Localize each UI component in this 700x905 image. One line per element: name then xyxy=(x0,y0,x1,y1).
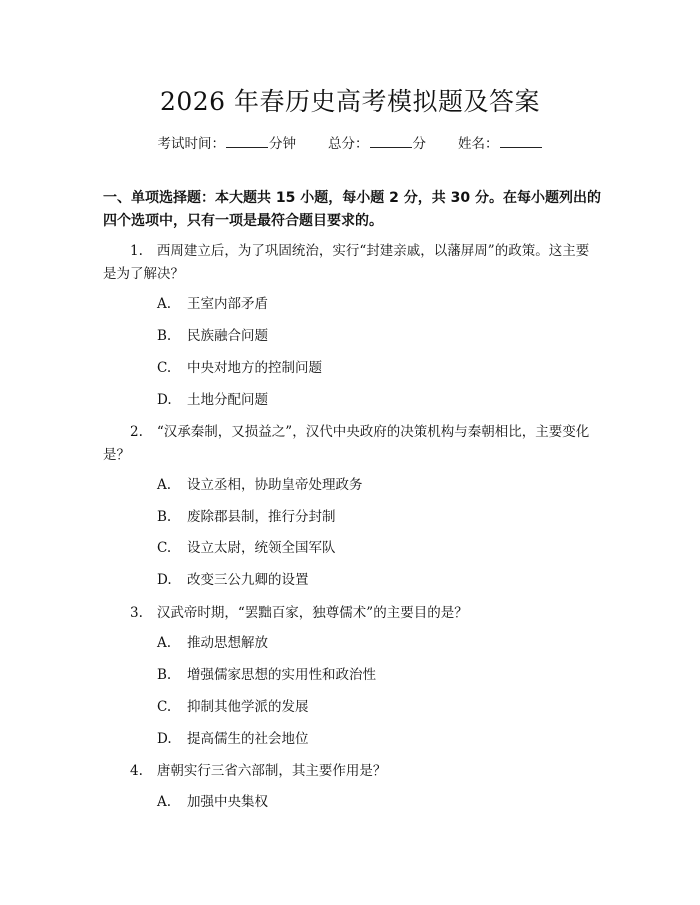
option-text: 提高儒生的社会地位 xyxy=(187,731,309,747)
option-text: 中央对地方的控制问题 xyxy=(187,360,322,376)
option-1c xyxy=(157,358,322,378)
option-2c xyxy=(157,538,336,558)
section-heading: 一、单项选择题：本大题共 15 小题，每小题 2 分，共 30 分。在每小题列出的四个选项中，只有一项是最符合题目要求的。 xyxy=(103,190,601,229)
exam-info-row xyxy=(0,132,700,152)
question-text: “汉承秦制，又损益之”，汉代中央政府的决策机构与秦朝相比，主要变化是？ xyxy=(103,424,590,463)
option-2b xyxy=(157,507,336,527)
option-letter: B. xyxy=(157,328,172,344)
option-2a xyxy=(157,475,363,495)
question-number: 2. xyxy=(130,424,143,440)
option-letter: D. xyxy=(157,731,172,747)
option-4a xyxy=(157,792,268,812)
total-score-blank xyxy=(370,135,412,148)
option-text: 推动思想解放 xyxy=(187,635,268,651)
exam-time-unit: 分钟 xyxy=(269,136,296,152)
name-field xyxy=(458,132,543,152)
option-1b xyxy=(157,326,268,346)
option-text: 增强儒家思想的实用性和政治性 xyxy=(187,667,376,683)
question-text: 唐朝实行三省六部制，其主要作用是？ xyxy=(156,763,387,779)
question-1 xyxy=(103,240,601,286)
question-text: 汉武帝时期，“罢黜百家，独尊儒术”的主要目的是？ xyxy=(156,605,468,621)
question-number: 1. xyxy=(130,243,143,259)
question-number: 3. xyxy=(130,605,143,621)
option-1d xyxy=(157,390,268,410)
question-3 xyxy=(103,602,601,625)
option-3a xyxy=(157,633,268,653)
option-text: 设立丞相，协助皇帝处理政务 xyxy=(187,477,363,493)
name-label: 姓名： xyxy=(458,136,499,152)
option-3c xyxy=(157,697,309,717)
total-score-field xyxy=(328,132,426,152)
name-blank xyxy=(500,135,542,148)
option-text: 废除郡县制，推行分封制 xyxy=(187,509,336,525)
option-letter: A. xyxy=(157,296,172,312)
option-text: 改变三公九卿的设置 xyxy=(187,572,309,588)
option-text: 加强中央集权 xyxy=(187,794,268,810)
question-2 xyxy=(103,421,601,467)
exam-time-field xyxy=(158,132,297,152)
option-3d xyxy=(157,729,309,749)
option-letter: A. xyxy=(157,477,172,493)
total-score-label: 总分： xyxy=(328,136,369,152)
option-letter: D. xyxy=(157,392,172,408)
page-title: 2026 年春历史高考模拟题及答案 xyxy=(159,87,541,116)
option-letter: D. xyxy=(157,572,172,588)
option-text: 设立太尉，统领全国军队 xyxy=(187,540,336,556)
option-2d xyxy=(157,570,309,590)
option-letter: A. xyxy=(157,794,172,810)
option-letter: A. xyxy=(157,635,172,651)
option-letter: B. xyxy=(157,509,172,525)
option-1a xyxy=(157,294,268,314)
total-score-unit: 分 xyxy=(412,136,426,152)
option-letter: B. xyxy=(157,667,172,683)
exam-time-label: 考试时间： xyxy=(157,136,225,152)
option-text: 王室内部矛盾 xyxy=(187,296,268,312)
option-letter: C. xyxy=(157,540,172,556)
exam-time-blank xyxy=(226,135,268,148)
question-number: 4. xyxy=(130,763,143,779)
option-text: 抑制其他学派的发展 xyxy=(187,699,309,715)
question-4 xyxy=(103,760,601,783)
option-letter: C. xyxy=(157,699,172,715)
option-letter: C. xyxy=(157,360,172,376)
question-text: 西周建立后，为了巩固统治，实行“封建亲戚，以藩屏周”的政策。这主要是为了解决？ xyxy=(103,243,590,282)
option-text: 土地分配问题 xyxy=(187,392,268,408)
option-text: 民族融合问题 xyxy=(187,328,268,344)
option-3b xyxy=(157,665,376,685)
